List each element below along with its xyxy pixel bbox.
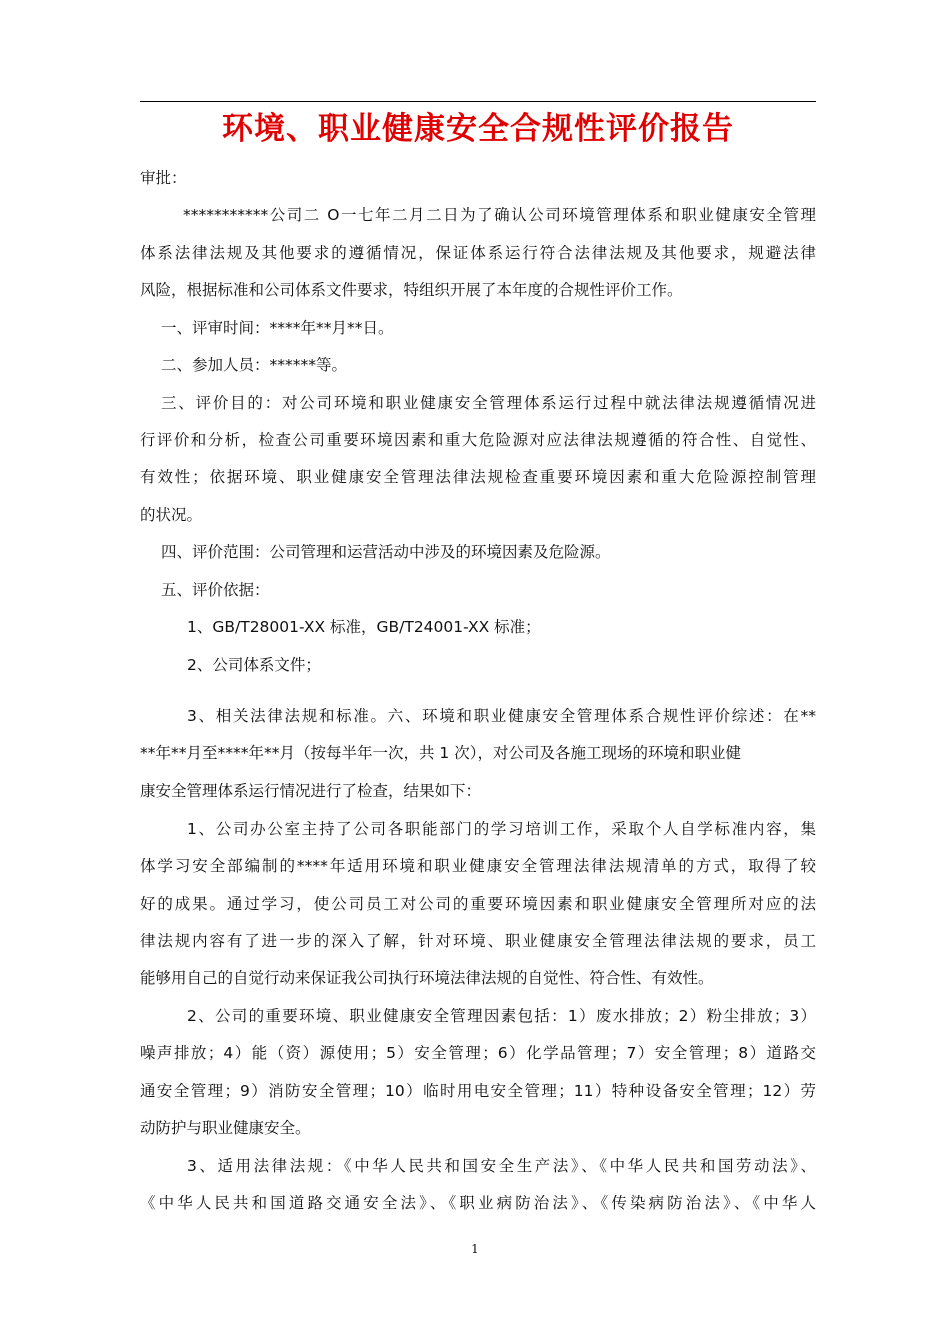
intro-line-1: ***********公司二 O一七年二月二日为了确认公司环境管理体系和职业健康安全管理 — [183, 206, 816, 224]
section-6-line-3: 康安全管理体系运行情况进行了检查，结果如下： — [140, 782, 482, 800]
finding-3-line-2: 《中华人民共和国道路交通安全法》、《职业病防治法》、《传染病防治法》、《中华人 — [140, 1194, 816, 1212]
finding-2-line-4: 动防护与职业健康安全。 — [140, 1119, 311, 1137]
finding-1-line-1: 1、公司办公室主持了公司各职能部门的学习培训工作，采取个人自学标准内容，集 — [187, 820, 816, 838]
basis-item-2: 2、公司体系文件； — [187, 656, 321, 674]
section-6-line-2: **年**月至****年**月（按每半年一次，共 1 次），对公司及各施工现场的环境和职业健 — [140, 744, 741, 762]
finding-2-line-3: 通安全管理；9）消防安全管理；10）临时用电安全管理；11）特种设备安全管理；12）劳 — [140, 1082, 816, 1100]
finding-1-line-5: 能够用自己的自觉行动来保证我公司执行环境法律法规的自觉性、符合性、有效性。 — [140, 969, 714, 987]
section-3-line-1: 三、评价目的：对公司环境和职业健康安全管理体系运行过程中就法律法规遵循情况进 — [161, 394, 816, 412]
section-2-participants: 二、参加人员：******等。 — [161, 356, 348, 374]
finding-1-line-3: 好的成果。通过学习，使公司员工对公司的重要环境因素和职业健康安全管理所对应的法 — [140, 895, 816, 913]
section-3-line-3: 有效性；依据环境、职业健康安全管理法律法规检查重要环境因素和重大危险源控制管理 — [140, 468, 816, 486]
section-1-review-time: 一、评审时间：****年**月**日。 — [161, 319, 394, 337]
finding-2-line-2: 噪声排放；4）能（资）源使用；5）安全管理；6）化学品管理；7）安全管理；8）道路交 — [140, 1044, 816, 1062]
intro-line-3: 风险，根据标准和公司体系文件要求，特组织开展了本年度的合规性评价工作。 — [140, 281, 683, 299]
basis-item-1: 1、GB/T28001-XX 标准，GB/T24001-XX 标准； — [187, 618, 541, 636]
intro-line-2: 体系法律法规及其他要求的遵循情况，保证体系运行符合法律法规及其他要求，规避法律 — [140, 244, 816, 262]
finding-1-line-2: 体学习安全部编制的****年适用环境和职业健康安全管理法律法规清单的方式，取得了较 — [140, 857, 816, 875]
finding-1-line-4: 律法规内容有了进一步的深入了解，针对环境、职业健康安全管理法律法规的要求，员工 — [140, 932, 816, 950]
approval-label: 审批： — [140, 169, 187, 187]
finding-3-line-1: 3、适用法律法规：《中华人民共和国安全生产法》、《中华人民共和国劳动法》、 — [187, 1157, 816, 1175]
section-4-scope: 四、评价范围：公司管理和运营活动中涉及的环境因素及危险源。 — [161, 543, 611, 561]
section-3-line-4: 的状况。 — [140, 506, 203, 524]
header-rule — [140, 101, 816, 102]
document-title: 环境、职业健康安全合规性评价报告 — [222, 111, 734, 147]
section-3-line-2: 行评价和分析，检查公司重要环境因素和重大危险源对应法律法规遵循的符合性、自觉性、 — [140, 431, 816, 449]
section-6-line-1: 3、相关法律法规和标准。六、环境和职业健康安全管理体系合规性评价综述：在** — [187, 707, 816, 725]
finding-2-line-1: 2、公司的重要环境、职业健康安全管理因素包括：1）废水排放；2）粉尘排放；3） — [187, 1007, 816, 1025]
section-5-basis: 五、评价依据： — [161, 581, 270, 599]
page-number: 1 — [471, 1242, 479, 1256]
